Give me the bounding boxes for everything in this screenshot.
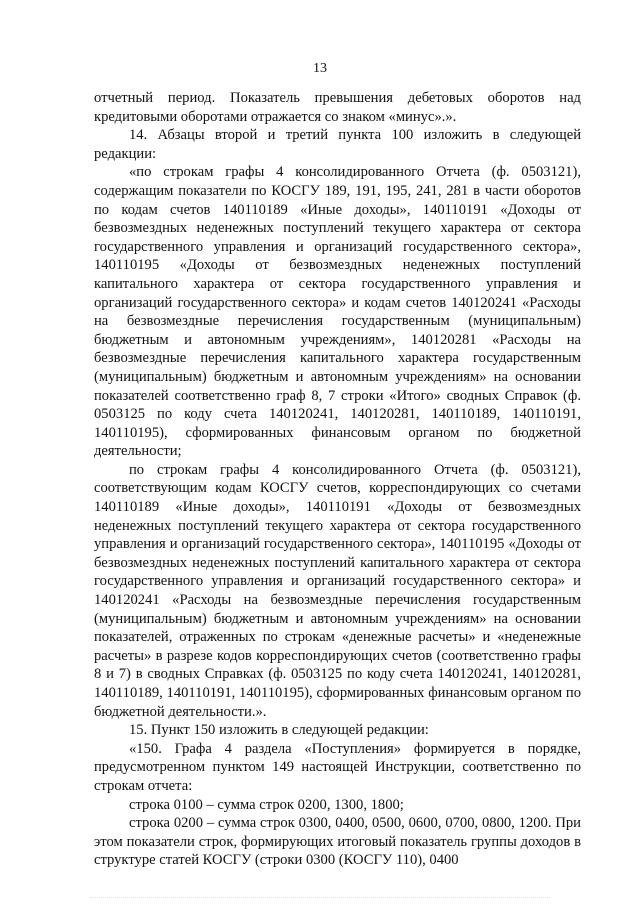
scan-artifact-line (90, 897, 550, 902)
paragraph-8: строка 0200 – сумма строк 0300, 0400, 0500, 0600, 0700, 0800, 1200. При этом показатели строк, формирующих итоговый показатель группы доходов в структуре статей КОСГУ (строки 0300 (КОСГУ 110), 0400 (94, 815, 581, 869)
paragraph-3: «по строкам графы 4 консолидированного Отчета (ф. 0503121), содержащим показатели по КОСГУ 189, 191, 195, 241, 281 в части оборотов по кодам счетов 140110189 «Иные доходы», 140110191 «Доходы от безвозмездных неденежных поступлений текущего характера от сектора государственного управления и организаций государственного сектора», 140110195 «Доходы от безвозмездных неденежных поступлений капитального характера от сектора государственного управления и организаций государственного сектора» и кодам счетов 140120241 «Расходы на безвозмездные перечисления государственным (муниципальным) бюджетным и автономным учреждениям», 140120281 «Расходы на безвозмездные перечисления капитального характера государственным (муниципальным) бюджетным и автономным учреждениям» на основании показателей соответственно граф 8, 7 строки «Итого» сводных Справок (ф. 0503125 по коду счета 140120241, 140120281, 140110189, 140110191, 140110195), сформированных финансовым органом по бюджетной деятельности; (94, 164, 581, 460)
paragraph-2: 14. Абзацы второй и третий пункта 100 изложить в следующей редакции: (94, 127, 581, 162)
paragraph-7: строка 0100 – сумма строк 0200, 1300, 1800; (129, 796, 404, 813)
page-number: 13 (313, 61, 327, 76)
paragraph-6: «150. Графа 4 раздела «Поступления» формируется в порядке, предусмотренном пунктом 149 настоящей Инструкции, соответственно по строкам отчета: (94, 740, 581, 794)
document-body (94, 89, 581, 870)
paragraph-5: 15. Пункт 150 изложить в следующей редакции: (129, 722, 429, 739)
paragraph-4: по строкам графы 4 консолидированного Отчета (ф. 0503121), соответствующим кодам КОСГУ счетов, корреспондирующих со счетами 140110189 «Иные доходы», 140110191 «Доходы от безвозмездных неденежных поступлений текущего характера от сектора государственного управления и организаций государственного сектора», 140110195 «Доходы от безвозмездных неденежных поступлений капитального характера от сектора государственного управления и организаций государственного сектора» и 140120241 «Расходы на безвозмездные перечисления государственным (муниципальным) бюджетным и автономным учреждениям» на основании показателей, отраженных по строкам «денежные расчеты» и «неденежные расчеты» в разрезе кодов корреспондирующих счетов (соответственно графы 8 и 7) в сводных Справках (ф. 0503125 по коду счета 140120241, 140120281, 140110189, 140110191, 140110195), сформированных финансовым органом по бюджетной деятельности.». (94, 461, 581, 720)
paragraph-1: отчетный период. Показатель превышения дебетовых оборотов над кредитовыми оборотами отражается со знаком «минус».». (94, 90, 581, 125)
